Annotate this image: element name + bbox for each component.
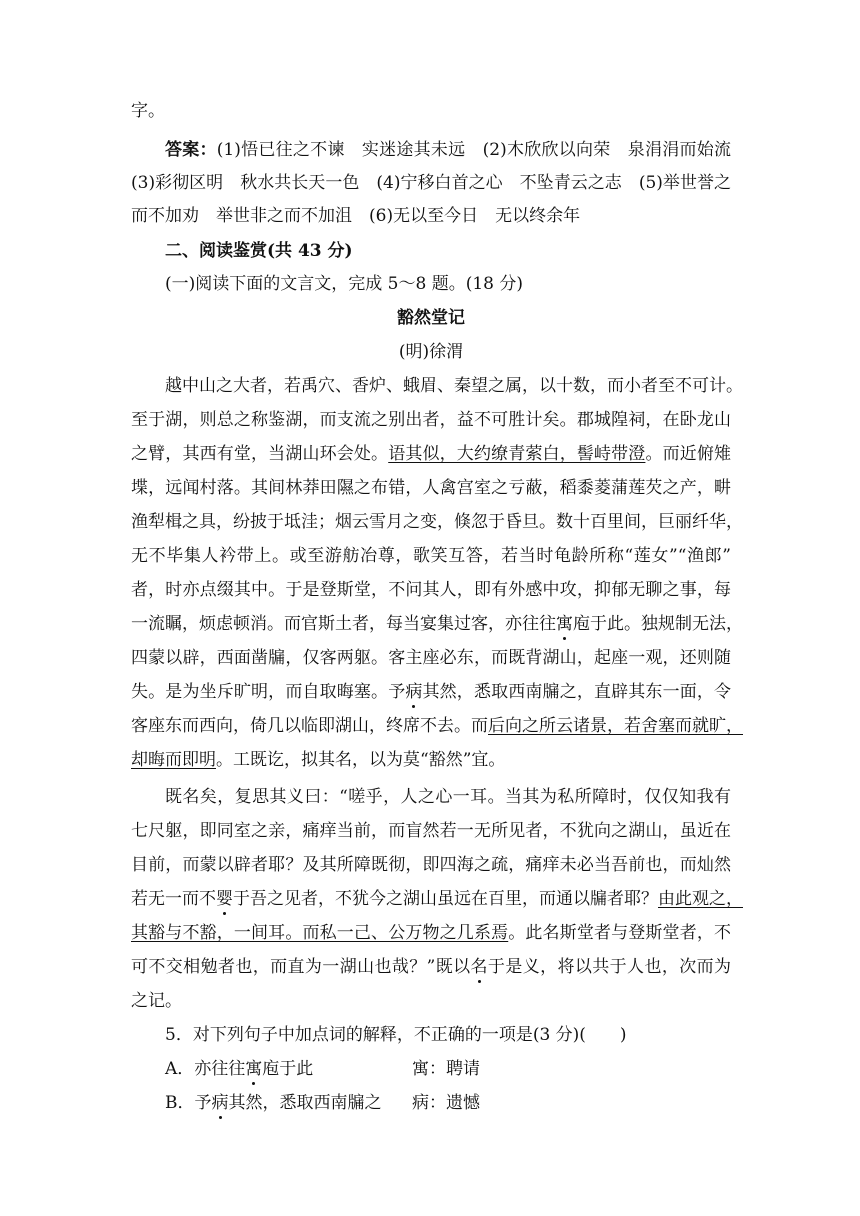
answer-prev-tail: 字。 <box>131 101 165 121</box>
p2-line-6-a: 可不交相勉者也，而直为一湖山也哉？”既以 <box>131 957 471 977</box>
option-b <box>0 1092 860 1114</box>
p1-line-8 <box>131 613 743 635</box>
p1-line-4: 堞，远闻村落。其间林莽田隰之布错，人禽宫室之亏蔽，稻黍菱蒲莲芡之产，畊 <box>131 478 731 498</box>
p1-line-10 <box>131 681 731 703</box>
p1-line-1: 越中山之大者，若禹穴、香炉、蛾眉、秦望之属，以十数，而小者至不可计。 <box>165 376 743 396</box>
answer-line-2: (3)彩彻区明 秋水共长天一色 (4)宁移白首之心 不坠青云之志 (5)举世誉之 <box>131 173 731 193</box>
option-b-post: 其然，悉取西南牖之 <box>228 1093 382 1113</box>
p1-line-9: 四蒙以辟，西面凿牖，仅客两躯。客主座必东，而既背湖山，起座一观，还则随 <box>131 648 731 668</box>
option-b-dotted-word: 病 <box>211 1093 229 1113</box>
dotted-word-yu: 寓 <box>556 614 573 634</box>
option-b-gloss: 病：遗憾 <box>412 1093 480 1113</box>
option-b-pre: B．予 <box>165 1093 212 1113</box>
option-b-text <box>165 1092 382 1114</box>
answer-label: 答案： <box>165 140 217 160</box>
p1-line-5: 渔犁楫之具，纷披于坻洼；烟云雪月之变，倏忽于昏旦。数十百里间，巨丽纤华， <box>131 512 743 532</box>
underlined-sentence-1: 语其似，大约缭青萦白，髻峙带澄 <box>388 444 646 464</box>
p1-line-3 <box>131 443 731 465</box>
p1-line-8-b: 庖于此。独规制无法， <box>573 614 743 634</box>
p1-line-11 <box>131 715 743 737</box>
dotted-word-bing: 病 <box>405 682 423 702</box>
option-a-post: 庖于此 <box>262 1059 314 1079</box>
p1-line-8-a: 一流瞩，烦虑顿消。而官斯土者，每当宴集过客，亦往往 <box>131 614 556 634</box>
option-a-gloss: 寓：聘请 <box>412 1059 480 1079</box>
p1-line-2: 至于湖，则总之称鉴湖，而支流之别出者，益不可胜计矣。郡城隍祠，在卧龙山 <box>131 410 731 430</box>
underlined-sentence-3b: 其豁与不豁，一间耳。而私一己、公万物之几系焉 <box>131 923 509 943</box>
underlined-sentence-2b: 却晦而即明 <box>131 750 216 770</box>
answer-line-1-text: (1)悟已往之不谏 实迷途其未远 (2)木欣欣以向荣 泉涓涓而始流 <box>216 140 731 160</box>
p1-line-12-b: 。工既讫，拟其名，以为莫“豁然”宜。 <box>216 750 506 770</box>
p1-line-12 <box>131 749 731 771</box>
p2-line-4-a: 若无一而不 <box>131 889 216 909</box>
p2-line-4-b: 于吾之见者，不犹今之湖山虽远在百里，而通以牖者耶？ <box>233 889 658 909</box>
p2-line-4 <box>131 888 743 910</box>
question-5-stem: 5．对下列句子中加点词的解释，不正确的一项是(3 分)( ) <box>165 1025 627 1045</box>
p2-line-6 <box>131 956 731 978</box>
dotted-word-ming: 名 <box>470 957 488 977</box>
p2-line-1: 既名矣，复思其义曰：“嗟乎，人之心一耳。当其为私所障时，仅仅知我有 <box>165 787 731 807</box>
p2-line-7: 之记。 <box>131 991 182 1011</box>
p1-line-3-b: 。而近俯雉 <box>645 444 732 464</box>
option-a-pre: A．亦往往 <box>165 1059 246 1079</box>
p2-line-5-b: 。此名斯堂者与登斯堂者，不 <box>508 923 731 943</box>
underlined-sentence-3a: 由此观之， <box>658 889 743 909</box>
answer-line-1 <box>165 139 731 161</box>
p1-line-3-a: 之臂，其西有堂，当湖山环会处。 <box>131 444 389 464</box>
p1-line-10-b: 其然，悉取西南牖之，直辟其东一面，令 <box>422 682 732 702</box>
option-a <box>0 1058 860 1080</box>
p2-line-2: 七尺躯，即同室之亲，痛痒当前，而盲然若一无所见者，不犹向之湖山，虽近在 <box>131 821 731 841</box>
p2-line-3: 目前，而蒙以辟者耶？及其所障既彻，即四海之疏，痛痒未必当吾前也，而灿然 <box>131 855 731 875</box>
option-a-dotted-word: 寓 <box>245 1059 263 1079</box>
answer-line-3: 而不加劝 举世非之而不加沮 (6)无以至今日 无以终余年 <box>131 206 581 226</box>
passage-title: 豁然堂记 <box>397 308 465 328</box>
underlined-sentence-2a: 后向之所云诸景，若舍塞而就旷， <box>488 716 743 736</box>
section-instruction: (一)阅读下面的文言文，完成 5～8 题。(18 分) <box>165 274 524 294</box>
p2-line-5 <box>131 922 731 944</box>
passage-author: (明)徐渭 <box>398 342 464 362</box>
p1-line-10-a: 失。是为坐斥旷明，而自取晦塞。予 <box>131 682 406 702</box>
p1-line-11-a: 客座东而西向，倚几以临即湖山，终席不去。而 <box>131 716 488 736</box>
section-heading: 二、阅读鉴赏(共 43 分) <box>165 241 353 261</box>
p1-line-7: 者，时亦点缀其中。于是登斯堂，不问其人，即有外感中攻，抑郁无聊之事，每 <box>131 580 731 600</box>
dotted-word-ying: 婴 <box>216 889 233 909</box>
option-a-text <box>165 1058 313 1080</box>
p2-line-6-b: 于是义，将以共于人也，次而为 <box>487 957 732 977</box>
p1-line-6: 无不毕集人衿带上。或至游舫冶尊，歌笑互答，若当时龟龄所称“莲女”“渔郎” <box>131 546 731 566</box>
